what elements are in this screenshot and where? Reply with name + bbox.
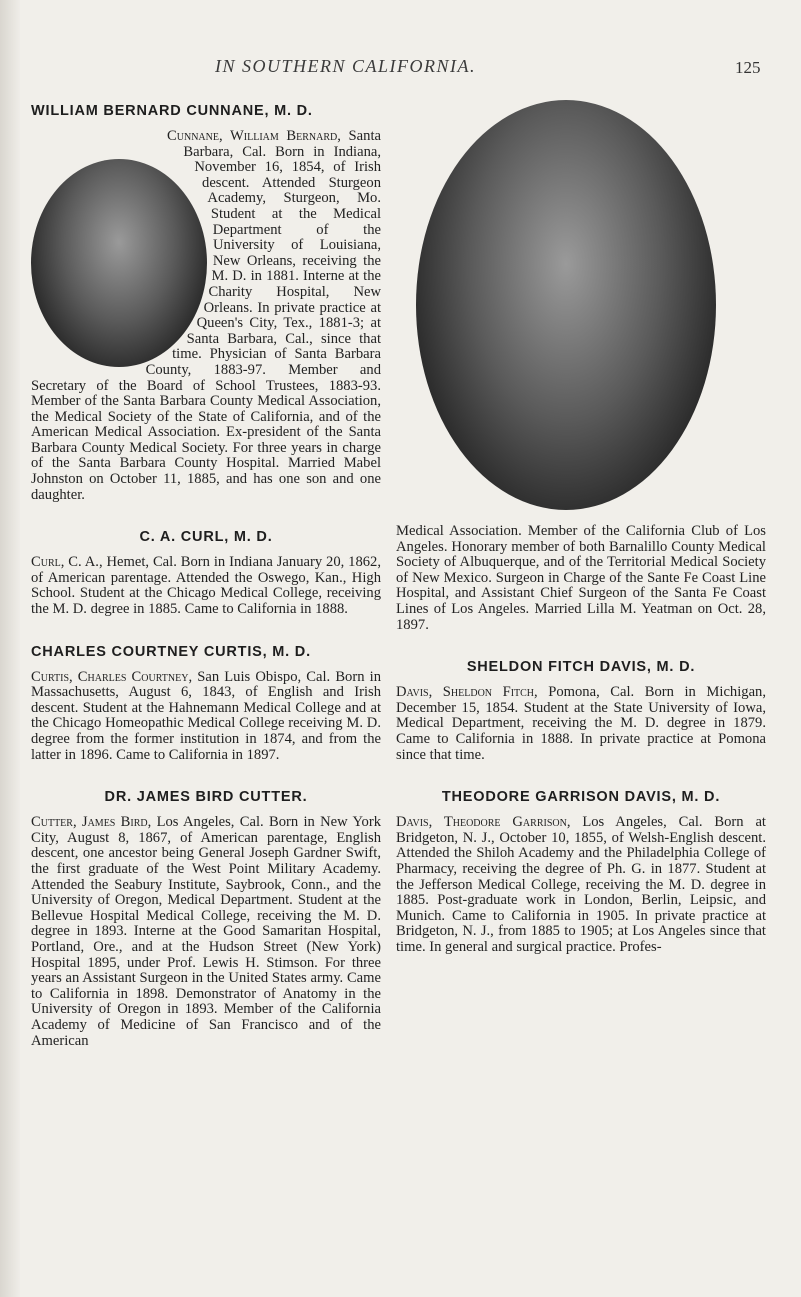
bio-body-sheldon-davis: , Pomona, Cal. Born in Michigan, December 15, 1854. Student at the State University of Iowa, Medical Department, receiving the M. D. degree in 1879. Came to California in 1888. In private practice at Pomona since that time. [396, 684, 766, 763]
bio-body-theodore-davis: , Los Angeles, Cal. Born at Bridgeton, N. J., October 10, 1855, of Welsh-English descent. Attended the Shiloh Academy and the Philadelphia College of Pharmacy, receiving the degree of Ph. G. in 1877. Student at the Jefferson Medical College, receiving the M. D. degree in 1885. Post-graduate work in London, Berlin, Leipsic, and Munich. Came to California in 1905. In private practice at Bridgeton, N. J., from 1885 to 1905; at Los Angeles since that time. In general and surgical practice. Profes- [396, 814, 766, 955]
right-column [396, 100, 766, 955]
bio-text-cunnane [31, 129, 381, 503]
bio-text-cutter-continued: Medical Association. Member of the California Club of Los Angeles. Honorary member of both Barnalillo County Medical Society of Albuquerque, and of the Territorial Medical Society of New Mexico. Surgeon in Charge of the Sante Fe Coast Line Hospital, and Assistant Chief Surgeon of the Santa Fe Coast Lines of Los Angeles. Married Lilla M. Yeatman on Oct. 28, 1897. [396, 523, 766, 633]
bio-text-curtis [31, 670, 381, 764]
bio-heading-cunnane: WILLIAM BERNARD CUNNANE, M. D. [31, 103, 313, 119]
bio-heading-curtis: CHARLES COURTNEY CURTIS, M. D. [31, 643, 311, 660]
bio-lead-cunnane: Cunnane, William Bernard [167, 128, 338, 144]
page-spine-shadow [0, 0, 20, 1297]
bio-lead-theodore-davis: Davis, Theodore Garrison [396, 814, 567, 831]
running-header: IN SOUTHERN CALIFORNIA. [215, 56, 476, 76]
bio-lead-cutter: Cutter, James Bird [31, 814, 148, 831]
bio-text-cutter [31, 815, 381, 1049]
bio-text-theodore-davis [396, 815, 766, 955]
bio-lead-sheldon-davis: Davis, Sheldon Fitch [396, 684, 535, 701]
bio-text-curl [31, 555, 381, 617]
bio-heading-cutter: DR. JAMES BIRD CUTTER. [104, 789, 308, 806]
portrait-cutter [416, 100, 716, 510]
bio-heading-theodore-davis: THEODORE GARRISON DAVIS, M. D. [441, 789, 721, 806]
bio-body-cunnane: , Santa Barbara, Cal. Born in Indiana, November 16, 1854, of Irish descent. Attended Sturgeon Academy, Sturgeon, Mo. Student at the Medical Department of the University of Louisiana, New Orleans, receiving the M. D. in 1881. Interne at the Charity Hospital, New Orleans. In private practice at Queen's City, Tex., 1881-3; at Santa Barbara, Cal., since that time. Physician of Santa Barbara County, 1883-97. Member and Secretary of the Board of School Trustees, 1883-93. Member of the Santa Barbara County Medical Association, the Medical Society of the State of California, and of the American Medical Association. Ex-president of the Santa Barbara County Medical Society. For three years in charge of the Santa Barbara County Hospital. Married Mabel Johnston on October 11, 1885, and has one son and one daughter. [31, 128, 381, 503]
portrait-cunnane [31, 159, 207, 367]
page-number: 125 [735, 58, 761, 77]
bio-text-sheldon-davis [396, 685, 766, 763]
bio-body-curtis: , San Luis Obispo, Cal. Born in Massachusetts, August 6, 1843, of English and Irish descent. Student at the Hahnemann Medical College and at the Chicago Homeopathic Medical College receiving M. D. degree from the former institution in 1874, and from the latter in 1896. Came to California in 1897. [31, 668, 381, 763]
left-column [31, 103, 381, 1049]
bio-lead-curtis: Curtis, Charles Courtney [31, 668, 189, 685]
bio-body-curl: , Hemet, Cal. Born in Indiana January 20, 1862, of American parentage. Attended the Oswego, Kan., High School. Student at the Chicago Medical College, receiving the M. D. degree in 1885. Came to California in 1888. [31, 554, 382, 618]
bio-heading-sheldon-davis: SHELDON FITCH DAVIS, M. D. [466, 659, 696, 676]
bio-heading-curl: C. A. CURL, M. D. [139, 529, 273, 546]
bio-lead-curl: Curl, C. A. [31, 554, 99, 571]
bio-body-cutter: , Los Angeles, Cal. Born in New York City, August 8, 1867, of American parentage, English descent, one ancestor being General Joseph Gardner Swift, the first graduate of the West Point Military Academy. Attended the Seabury Institute, Saybrook, Conn., and the University of Oregon, Medical Department. Student at the Bellevue Hospital Medical College, receiving the M. D. degree in 1893. Interne at the Good Samaritan Hospital, Portland, Ore., and at the Hudson Street (New York) Hospital 1895, under Prof. Lewis H. Stimson. For three years an Assistant Surgeon in the United States army. Came to California in 1898. Demonstrator of Anatomy in the University of Oregon in 1893. Member of the California Academy of Medicine of San Francisco and of the American [31, 814, 381, 1049]
